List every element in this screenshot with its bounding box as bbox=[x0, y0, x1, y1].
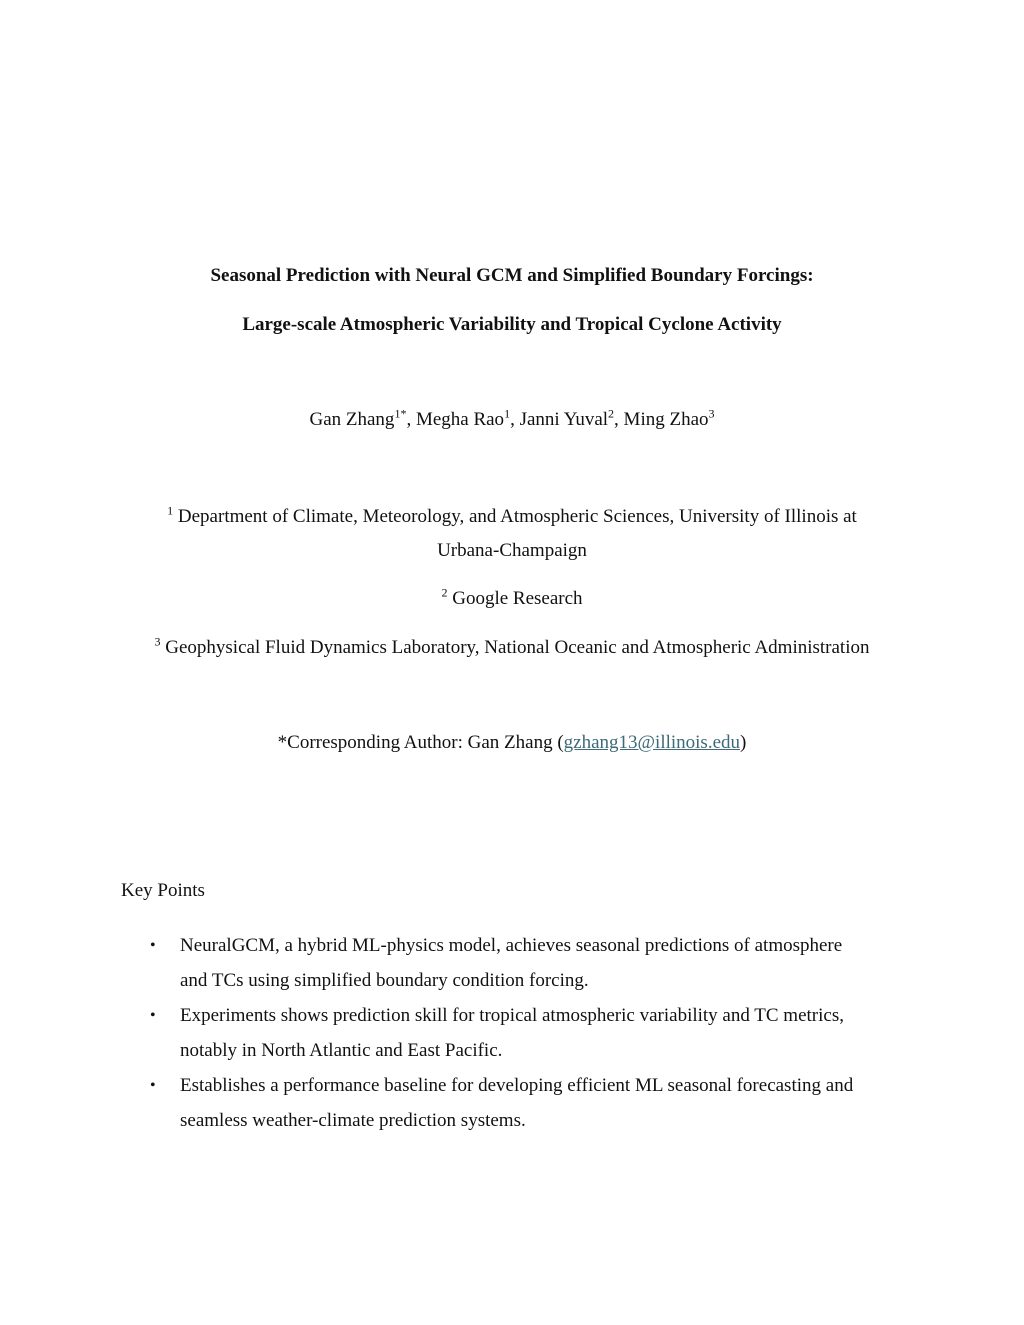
affiliation-2 bbox=[0, 585, 1024, 610]
author-name: Ming Zhao bbox=[623, 409, 709, 430]
affiliation-1 bbox=[0, 503, 1024, 528]
author-separator: , bbox=[510, 409, 520, 430]
key-point-text-line: notably in North Atlantic and East Pacific. bbox=[180, 1040, 503, 1061]
author-affiliation-marker: 3 bbox=[708, 406, 715, 421]
affiliation-text: Google Research bbox=[447, 588, 583, 609]
key-points-list bbox=[148, 928, 908, 1138]
key-point-item bbox=[148, 998, 908, 1068]
author-separator: , bbox=[406, 409, 416, 430]
key-point-item bbox=[148, 1068, 908, 1138]
author-list bbox=[0, 406, 1024, 431]
key-point-text-line: seamless weather-climate prediction systems. bbox=[180, 1110, 526, 1131]
affiliation-number: 3 bbox=[154, 634, 161, 649]
affiliation-1-continued: Urbana-Champaign bbox=[437, 540, 587, 561]
corresponding-author-prefix: *Corresponding Author: Gan Zhang ( bbox=[277, 732, 564, 753]
author-name: Megha Rao bbox=[415, 409, 505, 430]
affiliation-text: Geophysical Fluid Dynamics Laboratory, National Oceanic and Atmospheric Administration bbox=[160, 637, 870, 658]
affiliation-3 bbox=[0, 634, 1024, 659]
corresponding-author bbox=[0, 732, 1024, 754]
author-name: Gan Zhang bbox=[309, 409, 395, 430]
author-affiliation-marker: 2 bbox=[608, 406, 615, 421]
affiliation-text: Department of Climate, Meteorology, and Atmospheric Sciences, University of Illinois at bbox=[173, 506, 857, 527]
author-name: Janni Yuval bbox=[519, 409, 609, 430]
affiliation-number: 1 bbox=[167, 503, 174, 518]
paper-title-line-2: Large-scale Atmospheric Variability and Tropical Cyclone Activity bbox=[242, 314, 782, 335]
author-separator: , bbox=[614, 409, 624, 430]
affiliation-number: 2 bbox=[441, 585, 448, 600]
corresponding-email-link[interactable]: gzhang13@illinois.edu bbox=[563, 732, 741, 753]
corresponding-author-suffix: ) bbox=[740, 732, 747, 753]
key-point-text-line: Establishes a performance baseline for developing efficient ML seasonal forecasting and bbox=[180, 1075, 854, 1096]
bullet-icon: • bbox=[150, 1007, 156, 1024]
author-affiliation-marker: 1* bbox=[394, 406, 407, 421]
paper-title-line-1: Seasonal Prediction with Neural GCM and Simplified Boundary Forcings: bbox=[210, 265, 814, 286]
key-points-heading: Key Points bbox=[121, 880, 205, 901]
author-affiliation-marker: 1 bbox=[504, 406, 511, 421]
key-point-text-line: NeuralGCM, a hybrid ML-physics model, achieves seasonal predictions of atmosphere bbox=[180, 935, 843, 956]
key-point-text-line: Experiments shows prediction skill for tropical atmospheric variability and TC metrics, bbox=[180, 1005, 844, 1026]
bullet-icon: • bbox=[150, 1077, 156, 1094]
key-point-text-line: and TCs using simplified boundary condition forcing. bbox=[180, 970, 589, 991]
bullet-icon: • bbox=[150, 937, 156, 954]
key-point-item bbox=[148, 928, 908, 998]
